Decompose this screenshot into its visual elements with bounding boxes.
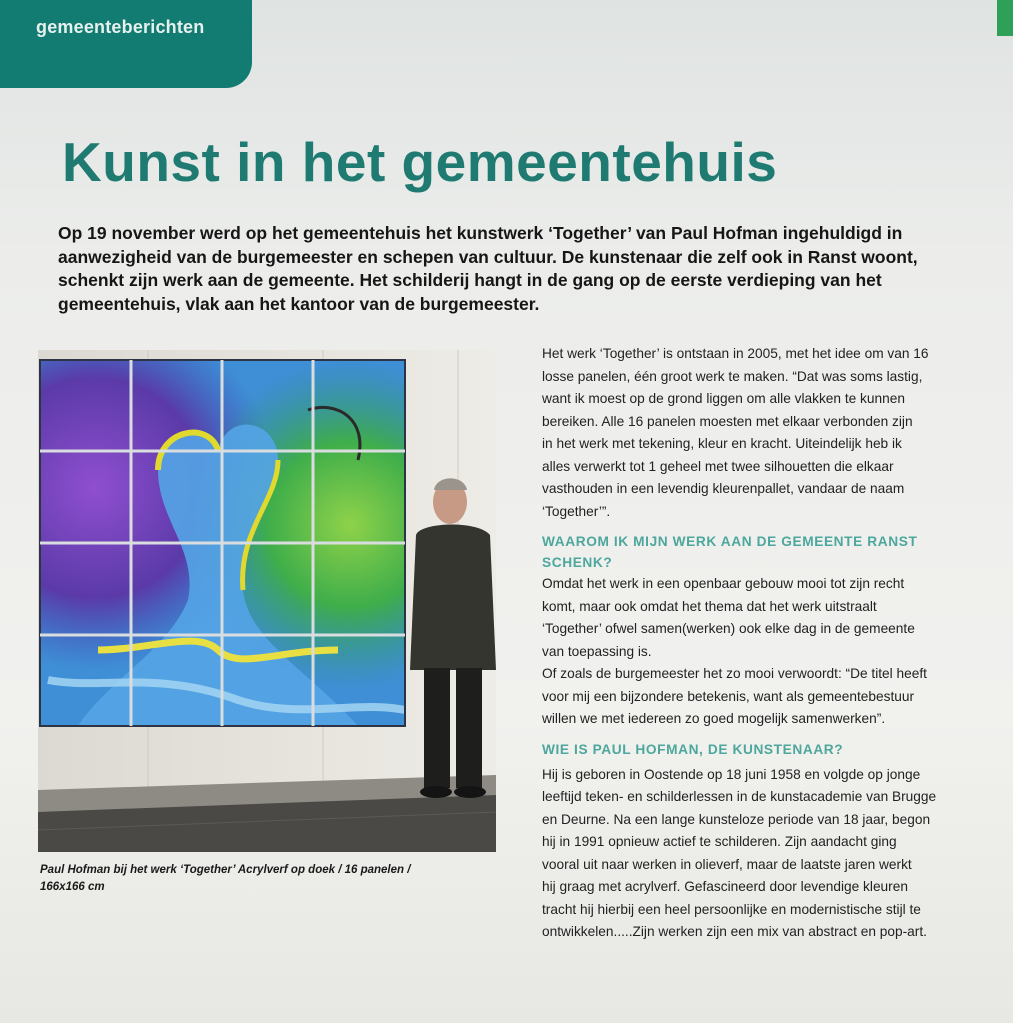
caption-line: Paul Hofman bij het werk ‘Together’ Acrylverf op doek / 16 panelen / [40,864,411,876]
section-heading [542,531,982,573]
body-line: vooral uit naar werken in olieverf, maar de laatste jaren werkt [542,856,912,872]
body-line: vasthouden in een levendig kleurenpallet, vandaar de naam [542,481,905,496]
heading-line: WAAROM IK MIJN WERK AAN DE GEMEENTE RANST [542,534,918,549]
photo-illustration [38,350,496,852]
intro-line: Op 19 november werd op het gemeentehuis het kunstwerk ‘Together’ van Paul Hofman ingehuldigd in [58,223,903,243]
body-line: willen we met iedereen zo goed mogelijk samenwerken”. [542,711,886,726]
body-line: Omdat het werk in een openbaar gebouw mooi tot zijn recht [542,576,905,591]
section-heading [542,739,982,760]
intro-line: schenkt zijn werk aan de gemeente. Het schilderij hangt in de gang op de eerste verdieping van het [58,270,882,290]
body-line: tracht hij hierbij een heel persoonlijke en modernistische stijl te [542,901,921,917]
heading-line: SCHENK? [542,555,613,570]
body-line: van toepassing is. [542,643,652,659]
body-line: hij in 1991 opnieuw actief te schilderen. Zijn aandacht ging [542,834,897,849]
body-line: leeftijd teken- en schilderlessen in de kunstacademie van Brugge [542,789,937,804]
heading-line: WIE IS PAUL HOFMAN, DE KUNSTENAAR? [542,741,844,757]
body-paragraph [542,573,982,731]
painting [40,360,405,726]
body-paragraph [542,764,982,944]
article-title: Kunst in het gemeentehuis [62,131,778,193]
body-line: voor mij een bijzondere betekenis, want als gemeentebestuur [542,688,915,704]
body-line: Het werk ‘Together’ is ontstaan in 2005, met het idee om van 16 [542,346,929,361]
body-line: in het werk met tekening, kleur en kracht. Uiteindelijk heb ik [542,436,902,451]
intro-line: aanwezigheid van de burgemeester en schepen van cultuur. De kunstenaar die zelf ook in Ranst woont, [58,246,918,267]
photo-caption [40,862,490,896]
body-line: hij graag met acrylverf. Gefascineerd door levendige kleuren [542,879,908,894]
section-tab-label: gemeenteberichten [36,17,205,37]
body-line: Hij is geboren in Oostende op 18 juni 1958 en volgde op jonge [542,766,921,782]
caption-line: 166x166 cm [40,881,105,893]
body-line: alles verwerkt tot 1 geheel met twee silhouetten die elkaar [542,458,894,474]
article-body [542,343,982,944]
body-line: losse panelen, één groot werk te maken. “Dat was soms lastig, [542,368,923,384]
body-line: ontwikkelen.....Zijn werken zijn een mix van abstract en pop-art. [542,924,927,939]
body-line: ‘Together’ ofwel samen(werken) ook elke dag in de gemeente [542,621,915,636]
body-paragraph [542,343,982,523]
article-intro [58,222,983,316]
body-line: en Deurne. Na een lange kunsteloze periode van 18 jaar, begon [542,811,931,827]
body-line: ‘Together’”. [542,503,611,519]
body-line: want ik moest op de grond liggen om alle vlakken te kunnen [542,391,905,406]
body-line: Of zoals de burgemeester het zo mooi verwoordt: “De titel heeft [542,666,927,681]
body-line: komt, maar ook omdat het thema dat het werk uitstraalt [542,598,877,614]
artwork-photo [38,350,496,852]
body-line: bereiken. Alle 16 panelen moesten met elkaar verbonden zijn [542,413,913,429]
section-tab [0,0,252,88]
corner-color-mark [997,0,1013,36]
intro-line: gemeentehuis, vlak aan het kantoor van de burgemeester. [58,293,540,314]
